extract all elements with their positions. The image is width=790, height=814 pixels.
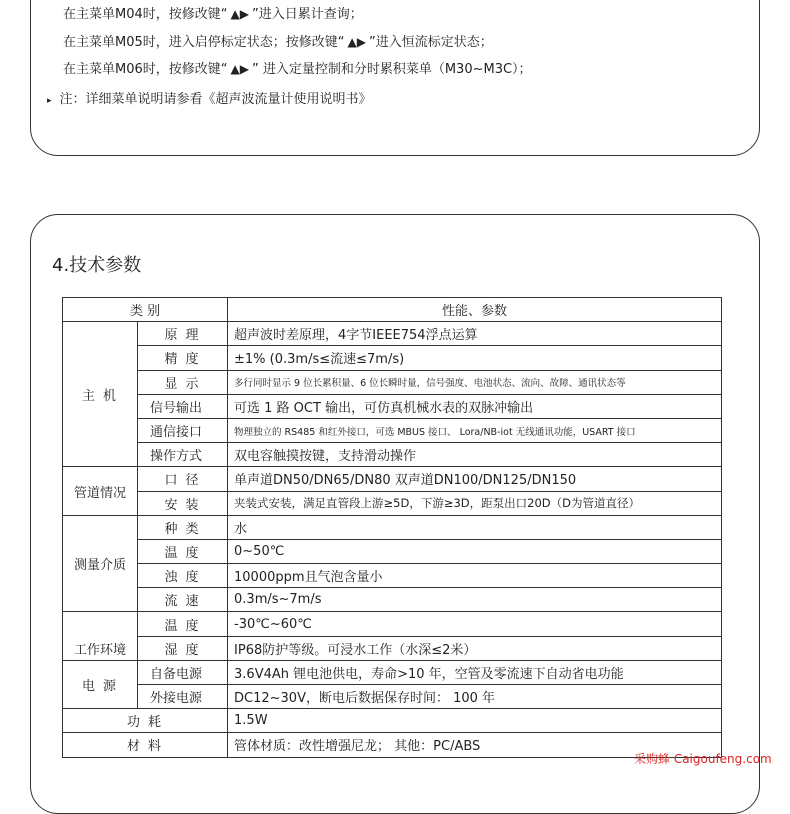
menu-line-m06 [63, 61, 532, 78]
menu-line-text: ”进入日累计查询； [251, 7, 363, 22]
spec-value: 夹装式安装，满足直管段上游≥5D，下游≥3D，距泵出口20D（D为管道直径） [228, 491, 722, 515]
sub-label: 原 理 [138, 322, 228, 346]
table-row [63, 443, 722, 467]
menu-info-box [30, 0, 760, 156]
group-label-host: 主 机 [63, 322, 138, 467]
triangle-bullet-icon: ▸ [47, 96, 52, 106]
table-row [63, 370, 722, 394]
table-row [63, 491, 722, 515]
up-right-arrow-icon: ▲▶ [230, 62, 249, 76]
spec-table [62, 297, 722, 758]
sub-label: 外接电源 [138, 685, 228, 709]
table-row [63, 394, 722, 418]
up-right-arrow-icon: ▲▶ [230, 7, 249, 21]
table-row [63, 322, 722, 346]
menu-line-text: 在主菜单M05时，进入启停标定状态；按修改键“ [63, 35, 345, 50]
menu-line-text: 在主菜单M06时，按修改键“ [63, 62, 228, 77]
spec-value: 双电容触摸按键，支持滑动操作 [228, 443, 722, 467]
spec-value: 3.6V4Ah 锂电池供电，寿命>10 年，空管及零流速下自动省电功能 [228, 660, 722, 684]
menu-line-m04 [63, 6, 363, 23]
sub-label: 操作方式 [138, 443, 228, 467]
spec-value: -30℃~60℃ [228, 612, 722, 636]
spec-value: 管体材质：改性增强尼龙； 其他：PC/ABS [228, 733, 722, 757]
table-row [63, 418, 722, 442]
power-consumption-label: 功 耗 [63, 709, 228, 733]
note-text: 注：详细菜单说明请参看《超声波流量计使用说明书》 [59, 92, 372, 107]
watermark: 采购蜂 Caigoufeng.com [634, 752, 772, 766]
header-performance: 性能、参数 [228, 298, 722, 322]
sub-label: 显 示 [138, 370, 228, 394]
table-row [63, 733, 722, 757]
table-row [63, 346, 722, 370]
spec-value: 10000ppm且气泡含量小 [228, 564, 722, 588]
sub-label: 温 度 [138, 612, 228, 636]
spec-value: 水 [228, 515, 722, 539]
menu-line-text: ” 进入定量控制和分时累积菜单（M30~M3C）； [251, 62, 532, 77]
sub-label: 种 类 [138, 515, 228, 539]
table-row [63, 564, 722, 588]
sub-label: 通信接口 [138, 418, 228, 442]
sub-label: 精 度 [138, 346, 228, 370]
spec-value: 超声波时差原理，4字节IEEE754浮点运算 [228, 322, 722, 346]
table-row [63, 515, 722, 539]
menu-line-text: 在主菜单M04时，按修改键“ [63, 7, 228, 22]
group-label-environment: 工作环境 [63, 612, 138, 660]
spec-value: 1.5W [228, 709, 722, 733]
table-row [63, 467, 722, 491]
section-title: 4.技术参数 [52, 255, 142, 276]
table-row [63, 660, 722, 684]
menu-line-text: ”进入恒流标定状态； [368, 35, 493, 50]
spec-value: IP68防护等级。可浸水工作（水深≤2米） [228, 636, 722, 660]
table-row [63, 588, 722, 612]
spec-value: 多行同时显示 9 位长累积量、6 位长瞬时量，信号强度、电池状态、流向、故障、通讯状态等 [228, 370, 722, 394]
sub-label: 浊 度 [138, 564, 228, 588]
spec-value: 0.3m/s~7m/s [228, 588, 722, 612]
table-row [63, 612, 722, 636]
sub-label: 安 装 [138, 491, 228, 515]
spec-value: 物理独立的 RS485 和红外接口，可选 MBUS 接口、 Lora/NB-iot 无线通讯功能，USART 接口 [228, 418, 722, 442]
menu-line-m05 [63, 34, 493, 51]
spec-value: ±1% (0.3m/s≤流速≤7m/s) [228, 346, 722, 370]
sub-label: 湿 度 [138, 636, 228, 660]
spec-value: 可选 1 路 OCT 输出，可仿真机械水表的双脉冲输出 [228, 394, 722, 418]
group-label-medium: 测量介质 [63, 515, 138, 612]
spec-value: 0~50℃ [228, 539, 722, 563]
sub-label: 温 度 [138, 539, 228, 563]
sub-label: 信号输出 [138, 394, 228, 418]
group-label-pipe: 管道情况 [63, 467, 138, 515]
spec-value: DC12~30V，断电后数据保存时间： 100 年 [228, 685, 722, 709]
group-label-power: 电 源 [63, 660, 138, 708]
material-label: 材 料 [63, 733, 228, 757]
table-row [63, 636, 722, 660]
table-row [63, 539, 722, 563]
up-right-arrow-icon: ▲▶ [347, 35, 366, 49]
sub-label: 口 径 [138, 467, 228, 491]
manual-note [47, 88, 372, 107]
table-header-row [63, 298, 722, 322]
sub-label: 流 速 [138, 588, 228, 612]
table-row [63, 709, 722, 733]
sub-label: 自备电源 [138, 660, 228, 684]
header-category: 类 别 [63, 298, 228, 322]
table-row [63, 685, 722, 709]
spec-value: 单声道DN50/DN65/DN80 双声道DN100/DN125/DN150 [228, 467, 722, 491]
